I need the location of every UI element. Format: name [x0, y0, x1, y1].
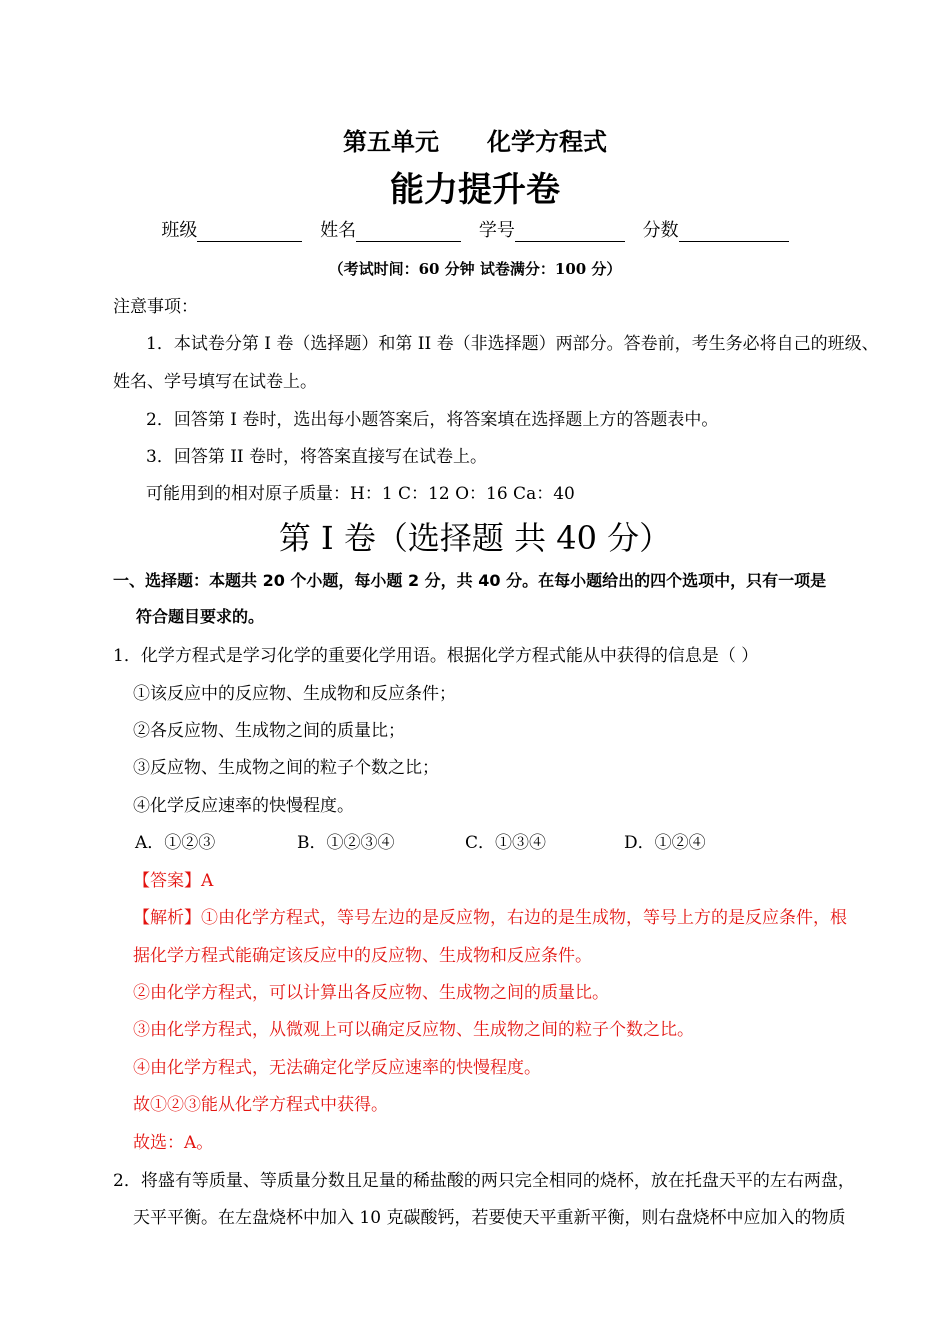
q1-item-4: ④化学反应速率的快慢程度。 [133, 796, 354, 816]
q1-stem: 1．化学方程式是学习化学的重要化学用语。根据化学方程式能从中获得的信息是（ ） [113, 646, 759, 666]
q1-conclusion: 故选：A。 [133, 1133, 214, 1153]
student-id-field[interactable]: 学号 [479, 220, 625, 241]
name-field[interactable]: 姓名 [320, 220, 461, 241]
part1-instructions-cont: 符合题目要求的。 [136, 607, 265, 626]
score-field[interactable]: 分数 [643, 220, 789, 241]
paper-subtitle: 能力提升卷 [390, 170, 560, 210]
class-field[interactable]: 班级 [161, 220, 302, 241]
atomic-masses: 可能用到的相对原子质量：H：1 C：12 O：16 Ca：40 [146, 484, 575, 504]
analysis-label: 【解析】 [133, 908, 201, 928]
notice-heading: 注意事项： [113, 297, 198, 317]
student-id-blank[interactable] [515, 223, 625, 242]
section-title: 第 I 卷（选择题 共 40 分） [278, 519, 672, 557]
score-blank[interactable] [679, 223, 789, 242]
part1-instructions: 一、选择题：本题共 20 个小题，每小题 2 分，共 40 分。在每小题给出的四个选项中，只有一项是 [113, 571, 827, 590]
unit-label: 第五单元 [343, 128, 439, 156]
q1-analysis-3: ②由化学方程式，可以计算出各反应物、生成物之间的质量比。 [133, 983, 609, 1003]
unit-title [0, 127, 950, 157]
class-blank[interactable] [197, 223, 302, 242]
q1-item-1: ①该反应中的反应物、生成物和反应条件； [133, 684, 456, 704]
q1-item-3: ③反应物、生成物之间的粒子个数之比； [133, 758, 439, 778]
notice-item-2: 2．回答第 I 卷时，选出每小题答案后，将答案填在选择题上方的答题表中。 [146, 410, 719, 430]
q1-option-c[interactable]: C．①③④ [465, 833, 547, 853]
q1-analysis-1: 【解析】①由化学方程式，等号左边的是反应物，右边的是生成物，等号上方的是反应条件，根 [133, 908, 847, 928]
q2-stem-cont: 天平平衡。在左盘烧杯中加入 10 克碳酸钙，若要使天平重新平衡，则右盘烧杯中应加入的物质 [133, 1208, 846, 1228]
q1-analysis-4: ③由化学方程式，从微观上可以确定反应物、生成物之间的粒子个数之比。 [133, 1020, 694, 1040]
q1-option-d[interactable]: D．①②④ [624, 833, 706, 853]
q2-stem: 2．将盛有等质量、等质量分数且足量的稀盐酸的两只完全相同的烧杯，放在托盘天平的左右两盘， [113, 1171, 855, 1191]
q1-option-a[interactable]: A．①②③ [135, 833, 216, 853]
exam-time-info: （考试时间：60 分钟 试卷满分：100 分） [328, 260, 622, 278]
student-info-fields [0, 220, 950, 242]
notice-item-1: 1．本试卷分第 I 卷（选择题）和第 II 卷（非选择题）两部分。答卷前，考生务必将自己的班级、 [146, 334, 879, 354]
name-blank[interactable] [356, 223, 461, 242]
q1-answer: 【答案】A [133, 871, 214, 891]
q1-analysis-6: 故①②③能从化学方程式中获得。 [133, 1095, 388, 1115]
q1-analysis-5: ④由化学方程式，无法确定化学反应速率的快慢程度。 [133, 1058, 541, 1078]
q1-analysis-2: 据化学方程式能确定该反应中的反应物、生成物和反应条件。 [133, 946, 592, 966]
topic-label: 化学方程式 [487, 128, 607, 156]
notice-item-3: 3．回答第 II 卷时，将答案直接写在试卷上。 [146, 447, 488, 467]
q1-item-2: ②各反应物、生成物之间的质量比； [133, 721, 405, 741]
notice-item-1-cont: 姓名、学号填写在试卷上。 [113, 372, 317, 392]
q1-option-b[interactable]: B．①②③④ [297, 833, 395, 853]
